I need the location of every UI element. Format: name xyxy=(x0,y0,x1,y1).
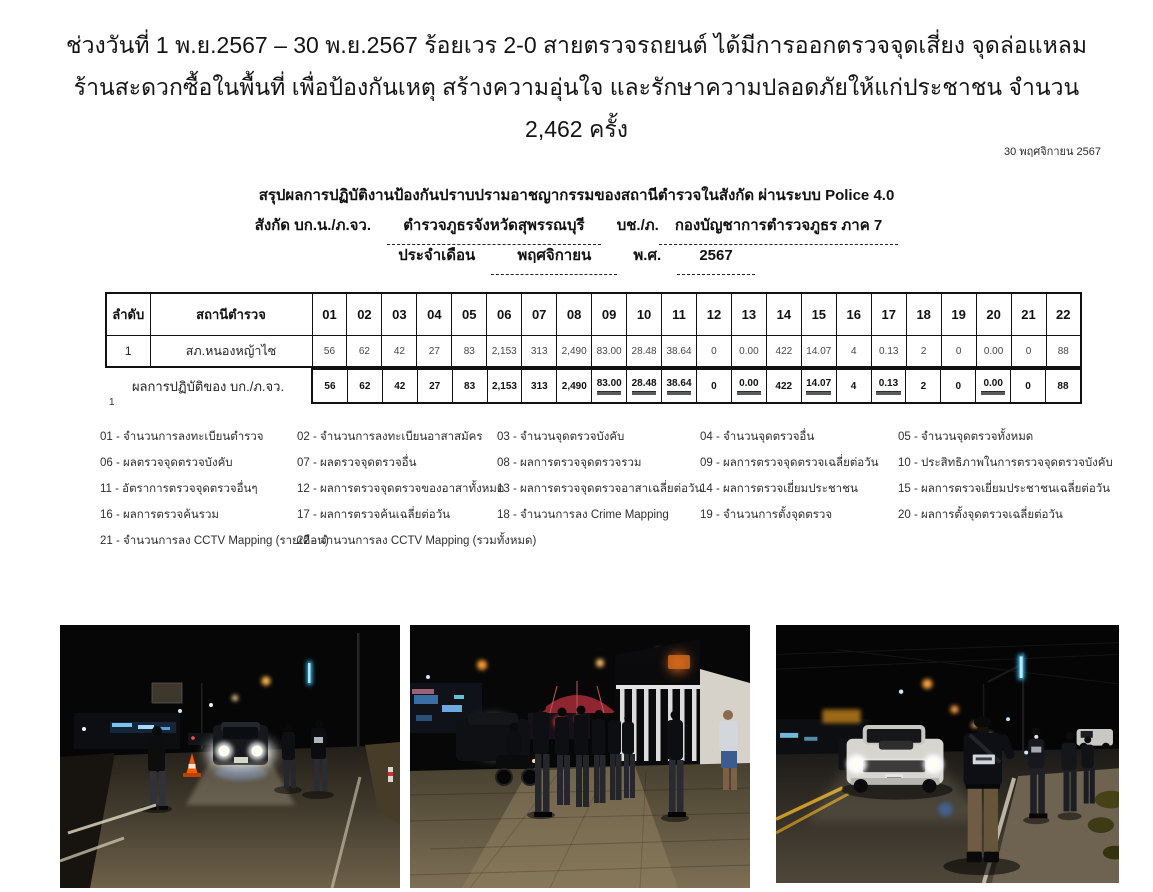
col-header: 08 xyxy=(557,293,592,336)
summary-cell: 4 xyxy=(836,370,871,402)
year-label: พ.ศ. xyxy=(633,247,662,264)
report-heading xyxy=(0,181,1153,271)
summary-cell: 0 xyxy=(940,370,975,402)
cell: 0.00 xyxy=(976,336,1011,368)
summary-footnote: 1 xyxy=(109,397,115,408)
summary-cell: 62 xyxy=(347,370,382,402)
photo-night-checkpoint-3 xyxy=(776,625,1119,883)
org-value: ตำรวจภูธรจังหวัดสุพรรณบุรี xyxy=(387,211,600,245)
summary-cell: 2,490 xyxy=(556,370,591,402)
summary-row xyxy=(105,368,1082,408)
legend-item: 07 - ผลตรวจจุดตรวจอื่น xyxy=(297,457,417,469)
summary-cell: 56 xyxy=(324,380,336,392)
legend-item: 17 - ผลการตรวจค้นเฉลี่ยต่อวัน xyxy=(297,509,451,521)
legend-item: 03 - จำนวนจุดตรวจบังคับ xyxy=(497,431,625,443)
summary-cell: 38.64 xyxy=(661,370,696,402)
cell: 422 xyxy=(766,336,801,368)
cell: 0 xyxy=(1011,336,1046,368)
legend-item: 16 - ผลการตรวจค้นรวม xyxy=(100,509,220,521)
summary-cell: 422 xyxy=(766,370,801,402)
cell: 83.00 xyxy=(592,336,627,368)
intro-line-1: ช่วงวันที่ 1 พ.ย.2567 – 30 พ.ย.2567 ร้อยเวร 2-0 สายตรวจรถยนต์ ได้มีการออกตรวจจุดเสี่ยง จุดล่อแหลม xyxy=(65,32,1087,58)
photo-night-checkpoint-1 xyxy=(60,625,400,888)
cell: 56 xyxy=(312,336,347,368)
cell: 0 xyxy=(941,336,976,368)
legend-item: 12 - ผลการตรวจจุดตรวจของอาสาทั้งหมด xyxy=(297,483,505,495)
col-header: 06 xyxy=(487,293,522,336)
summary-cell: 0 xyxy=(1010,370,1045,402)
month-value: พฤศจิกายน xyxy=(491,241,617,275)
photo-night-checkpoint-2 xyxy=(410,625,750,888)
col-header: 04 xyxy=(417,293,452,336)
intro-line-2: ร้านสะดวกซื้อในพื้นที่ เพื่อป้องกันเหตุ สร้างความอุ่นใจ และรักษาความปลอดภัยให้แก่ประชาชน จำนวน 2,462 ครั้ง xyxy=(73,74,1080,142)
bch-value: กองบัญชาการตำรวจภูธร ภาค 7 xyxy=(659,211,898,245)
legend-item: 05 - จำนวนจุดตรวจทั้งหมด xyxy=(898,431,1034,443)
pickup-checkpoint-scene-image xyxy=(776,625,1119,883)
col-header: 01 xyxy=(312,293,347,336)
summary-cell: 0.13 xyxy=(871,370,906,402)
cell: 14.07 xyxy=(801,336,836,368)
summary-cell: 28.48 xyxy=(626,370,661,402)
row-number: 1 xyxy=(106,336,150,368)
police-lineup-scene-image xyxy=(410,625,750,888)
year-value: 2567 xyxy=(677,241,754,275)
col-header: 12 xyxy=(696,293,731,336)
summary-cell: 2,153 xyxy=(487,370,522,402)
summary-cell: 14.07 xyxy=(801,370,836,402)
legend-item: 21 - จำนวนการลง CCTV Mapping (รายเดือน) xyxy=(100,535,329,547)
cell: 2,153 xyxy=(487,336,522,368)
col-header: 16 xyxy=(836,293,871,336)
legend-item: 02 - จำนวนการลงทะเบียนอาสาสมัคร xyxy=(297,431,483,443)
summary-cell: 0.00 xyxy=(975,370,1010,402)
legend xyxy=(100,428,1153,558)
legend-item: 04 - จำนวนจุดตรวจอื่น xyxy=(700,431,815,443)
col-header: 17 xyxy=(871,293,906,336)
cell: 28.48 xyxy=(627,336,662,368)
summary-cell: 313 xyxy=(521,370,556,402)
bch-label: บช./ภ. xyxy=(616,217,659,234)
org-label: สังกัด บก.น./ภ.จว. xyxy=(254,217,372,234)
col-header: 07 xyxy=(522,293,557,336)
cell: 2 xyxy=(906,336,941,368)
legend-item: 10 - ประสิทธิภาพในการตรวจจุดตรวจบังคับ xyxy=(898,457,1113,469)
cell: 2,490 xyxy=(557,336,592,368)
legend-item: 06 - ผลตรวจจุดตรวจบังคับ xyxy=(100,457,233,469)
table-header-row xyxy=(106,293,1081,336)
cell: 62 xyxy=(347,336,382,368)
col-header: ลำดับ xyxy=(106,293,150,336)
summary-cell: 88 xyxy=(1045,370,1080,402)
legend-item: 11 - อัตราการตรวจจุดตรวจอื่นๆ xyxy=(100,483,258,495)
cell: 42 xyxy=(382,336,417,368)
legend-item: 19 - จำนวนการตั้งจุดตรวจ xyxy=(700,509,833,521)
col-header: 18 xyxy=(906,293,941,336)
col-header: 09 xyxy=(592,293,627,336)
summary-cell: 0 xyxy=(696,370,731,402)
month-label: ประจำเดือน xyxy=(398,247,476,264)
col-header: 22 xyxy=(1046,293,1081,336)
report-month-line xyxy=(0,241,1153,271)
col-header: 05 xyxy=(452,293,487,336)
document-date: 30 พฤศจิกายน 2567 xyxy=(1004,146,1101,158)
col-header: 20 xyxy=(976,293,1011,336)
col-header: 03 xyxy=(382,293,417,336)
legend-item: 20 - ผลการตั้งจุดตรวจเฉลี่ยต่อวัน xyxy=(898,509,1063,521)
summary-cell: 42 xyxy=(382,370,417,402)
cell: 38.64 xyxy=(662,336,697,368)
legend-item: 09 - ผลการตรวจจุดตรวจเฉลี่ยต่อวัน xyxy=(700,457,879,469)
report-org-line xyxy=(0,211,1153,241)
col-header: 14 xyxy=(766,293,801,336)
legend-item: 13 - ผลการตรวจจุดตรวจอาสาเฉลี่ยต่อวัน xyxy=(497,483,703,495)
summary-label: ผลการปฏิบัติของ บก./ภ.จว. xyxy=(131,378,285,394)
night-road-scene-image xyxy=(60,625,400,888)
cell: 0 xyxy=(696,336,731,368)
legend-item: 08 - ผลการตรวจจุดตรวจรวม xyxy=(497,457,642,469)
legend-item: 18 - จำนวนการลง Crime Mapping xyxy=(497,509,669,521)
cell: 0.13 xyxy=(871,336,906,368)
legend-item: 14 - ผลการตรวจเยี่ยมประชาชน xyxy=(700,483,858,495)
cell: 83 xyxy=(452,336,487,368)
report-title: สรุปผลการปฏิบัติงานป้องกันปราบปรามอาชญากรรมของสถานีตำรวจในสังกัด ผ่านระบบ Police 4.0 xyxy=(258,187,895,204)
col-header: 02 xyxy=(347,293,382,336)
cell: 0.00 xyxy=(731,336,766,368)
intro-paragraph xyxy=(42,24,1111,150)
legend-item: 22 - จำนวนการลง CCTV Mapping (รวมทั้งหมด) xyxy=(297,535,537,547)
summary-cell: 83.00 xyxy=(591,370,626,402)
col-header: 11 xyxy=(662,293,697,336)
legend-item: 15 - ผลการตรวจเยี่ยมประชาชนเฉลี่ยต่อวัน xyxy=(898,483,1111,495)
summary-cell: 27 xyxy=(417,370,452,402)
station-name: สภ.หนองหญ้าไซ xyxy=(150,336,312,368)
summary-values xyxy=(311,368,1082,404)
col-header: 10 xyxy=(627,293,662,336)
col-header: 19 xyxy=(941,293,976,336)
cell: 313 xyxy=(522,336,557,368)
cell: 88 xyxy=(1046,336,1081,368)
stats-table xyxy=(105,292,1082,408)
col-header: 21 xyxy=(1011,293,1046,336)
cell: 27 xyxy=(417,336,452,368)
col-header: 13 xyxy=(731,293,766,336)
cell: 4 xyxy=(836,336,871,368)
summary-cell: 2 xyxy=(905,370,940,402)
legend-item: 01 - จำนวนการลงทะเบียนตำรวจ xyxy=(100,431,264,443)
col-header: สถานีตำรวจ xyxy=(150,293,312,336)
station-row xyxy=(106,336,1081,368)
summary-cell: 0.00 xyxy=(731,370,766,402)
summary-cell: 83 xyxy=(452,370,487,402)
summary-label-cell xyxy=(105,368,311,408)
col-header: 15 xyxy=(801,293,836,336)
